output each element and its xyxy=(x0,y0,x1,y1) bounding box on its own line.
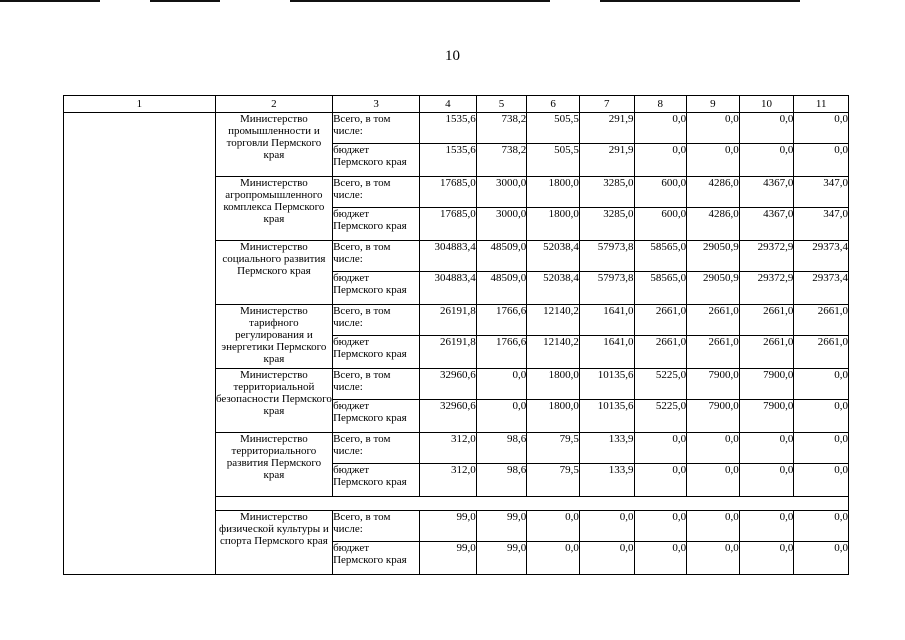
value-cell: 0,0 xyxy=(687,144,740,177)
column-header: 8 xyxy=(634,96,687,113)
value-cell: 2661,0 xyxy=(687,336,740,369)
value-cell: 0,0 xyxy=(527,511,580,542)
funding-source: Всего, в том числе: xyxy=(333,511,420,542)
value-cell: 2661,0 xyxy=(794,336,849,369)
value-cell: 1535,6 xyxy=(420,113,477,144)
column-header: 10 xyxy=(739,96,794,113)
funding-source: Всего, в том числе: xyxy=(333,241,420,272)
value-cell: 304883,4 xyxy=(420,241,477,272)
value-cell: 0,0 xyxy=(739,433,794,464)
value-cell: 2661,0 xyxy=(634,305,687,336)
funding-source: бюджет Пермского края xyxy=(333,272,420,305)
value-cell: 600,0 xyxy=(634,208,687,241)
value-cell: 98,6 xyxy=(476,433,527,464)
value-cell: 0,0 xyxy=(476,369,527,400)
scan-edge-line xyxy=(150,0,220,2)
value-cell: 1800,0 xyxy=(527,208,580,241)
value-cell: 0,0 xyxy=(739,542,794,575)
value-cell: 29372,9 xyxy=(739,241,794,272)
value-cell: 3285,0 xyxy=(579,208,634,241)
value-cell: 291,9 xyxy=(579,113,634,144)
value-cell: 0,0 xyxy=(634,542,687,575)
value-cell: 291,9 xyxy=(579,144,634,177)
funding-source: Всего, в том числе: xyxy=(333,113,420,144)
column-header: 6 xyxy=(527,96,580,113)
value-cell: 312,0 xyxy=(420,433,477,464)
value-cell: 7900,0 xyxy=(739,369,794,400)
value-cell: 1641,0 xyxy=(579,336,634,369)
value-cell: 29373,4 xyxy=(794,272,849,305)
funding-source: Всего, в том числе: xyxy=(333,305,420,336)
column-header: 5 xyxy=(476,96,527,113)
value-cell: 4286,0 xyxy=(687,177,740,208)
value-cell: 32960,6 xyxy=(420,400,477,433)
value-cell: 0,0 xyxy=(687,542,740,575)
ministry-name: Министерство промышленности и торговли Пермского края xyxy=(215,113,332,177)
value-cell: 0,0 xyxy=(794,400,849,433)
value-cell: 2661,0 xyxy=(739,336,794,369)
value-cell: 0,0 xyxy=(634,113,687,144)
value-cell: 10135,6 xyxy=(579,369,634,400)
value-cell: 52038,4 xyxy=(527,241,580,272)
value-cell: 7900,0 xyxy=(739,400,794,433)
value-cell: 7900,0 xyxy=(687,400,740,433)
value-cell: 0,0 xyxy=(687,433,740,464)
value-cell: 48509,0 xyxy=(476,272,527,305)
ministry-name: Министерство тарифного регулирования и энергетики Пермского края xyxy=(215,305,332,369)
value-cell: 12140,2 xyxy=(527,305,580,336)
ministry-name: Министерство территориальной безопасности Пермского края xyxy=(215,369,332,433)
value-cell: 2661,0 xyxy=(794,305,849,336)
value-cell: 3000,0 xyxy=(476,208,527,241)
value-cell: 0,0 xyxy=(794,433,849,464)
value-cell: 5225,0 xyxy=(634,400,687,433)
value-cell: 0,0 xyxy=(739,464,794,497)
budget-table xyxy=(63,95,849,575)
value-cell: 29050,9 xyxy=(687,272,740,305)
value-cell: 32960,6 xyxy=(420,369,477,400)
column-header: 7 xyxy=(579,96,634,113)
scan-edge-line xyxy=(600,0,800,2)
value-cell: 1641,0 xyxy=(579,305,634,336)
funding-source: бюджет Пермского края xyxy=(333,400,420,433)
value-cell: 347,0 xyxy=(794,177,849,208)
funding-source: Всего, в том числе: xyxy=(333,369,420,400)
value-cell: 5225,0 xyxy=(634,369,687,400)
value-cell: 58565,0 xyxy=(634,241,687,272)
column-1-cell xyxy=(64,113,216,575)
value-cell: 0,0 xyxy=(794,542,849,575)
value-cell: 0,0 xyxy=(739,144,794,177)
funding-source: бюджет Пермского края xyxy=(333,542,420,575)
value-cell: 738,2 xyxy=(476,113,527,144)
value-cell: 29372,9 xyxy=(739,272,794,305)
value-cell: 505,5 xyxy=(527,144,580,177)
value-cell: 58565,0 xyxy=(634,272,687,305)
ministry-name: Министерство агропромышленного комплекса Пермского края xyxy=(215,177,332,241)
value-cell: 26191,8 xyxy=(420,305,477,336)
value-cell: 505,5 xyxy=(527,113,580,144)
value-cell: 57973,8 xyxy=(579,241,634,272)
value-cell: 99,0 xyxy=(476,542,527,575)
value-cell: 57973,8 xyxy=(579,272,634,305)
value-cell: 0,0 xyxy=(634,464,687,497)
column-header: 3 xyxy=(333,96,420,113)
page-number: 10 xyxy=(445,48,460,64)
value-cell: 0,0 xyxy=(687,464,740,497)
value-cell: 79,5 xyxy=(527,433,580,464)
value-cell: 52038,4 xyxy=(527,272,580,305)
value-cell: 2661,0 xyxy=(687,305,740,336)
value-cell: 133,9 xyxy=(579,464,634,497)
value-cell: 17685,0 xyxy=(420,177,477,208)
value-cell: 1800,0 xyxy=(527,369,580,400)
value-cell: 3285,0 xyxy=(579,177,634,208)
value-cell: 10135,6 xyxy=(579,400,634,433)
funding-source: Всего, в том числе: xyxy=(333,177,420,208)
scan-edge-line xyxy=(290,0,550,2)
value-cell: 99,0 xyxy=(420,542,477,575)
value-cell: 17685,0 xyxy=(420,208,477,241)
value-cell: 4286,0 xyxy=(687,208,740,241)
value-cell: 0,0 xyxy=(476,400,527,433)
column-header: 2 xyxy=(215,96,332,113)
value-cell: 600,0 xyxy=(634,177,687,208)
value-cell: 79,5 xyxy=(527,464,580,497)
value-cell: 0,0 xyxy=(739,113,794,144)
value-cell: 0,0 xyxy=(634,144,687,177)
funding-source: бюджет Пермского края xyxy=(333,336,420,369)
value-cell: 347,0 xyxy=(794,208,849,241)
value-cell: 0,0 xyxy=(739,511,794,542)
spacer-cell xyxy=(215,497,848,511)
value-cell: 1800,0 xyxy=(527,177,580,208)
value-cell: 0,0 xyxy=(794,511,849,542)
value-cell: 0,0 xyxy=(794,464,849,497)
value-cell: 0,0 xyxy=(794,113,849,144)
value-cell: 304883,4 xyxy=(420,272,477,305)
value-cell: 99,0 xyxy=(420,511,477,542)
column-header-row xyxy=(64,96,849,113)
column-header: 4 xyxy=(420,96,477,113)
value-cell: 0,0 xyxy=(579,542,634,575)
value-cell: 1766,6 xyxy=(476,336,527,369)
column-header: 1 xyxy=(64,96,216,113)
value-cell: 0,0 xyxy=(794,144,849,177)
value-cell: 2661,0 xyxy=(739,305,794,336)
value-cell: 1766,6 xyxy=(476,305,527,336)
value-cell: 99,0 xyxy=(476,511,527,542)
value-cell: 133,9 xyxy=(579,433,634,464)
value-cell: 4367,0 xyxy=(739,177,794,208)
value-cell: 738,2 xyxy=(476,144,527,177)
column-header: 9 xyxy=(687,96,740,113)
value-cell: 7900,0 xyxy=(687,369,740,400)
value-cell: 0,0 xyxy=(687,113,740,144)
value-cell: 0,0 xyxy=(527,542,580,575)
value-cell: 4367,0 xyxy=(739,208,794,241)
value-cell: 29050,9 xyxy=(687,241,740,272)
value-cell: 2661,0 xyxy=(634,336,687,369)
funding-source: бюджет Пермского края xyxy=(333,464,420,497)
table-row xyxy=(64,113,849,144)
ministry-name: Министерство социального развития Пермского края xyxy=(215,241,332,305)
scan-edge-line xyxy=(0,0,100,2)
funding-source: бюджет Пермского края xyxy=(333,144,420,177)
value-cell: 26191,8 xyxy=(420,336,477,369)
value-cell: 0,0 xyxy=(634,511,687,542)
column-header: 11 xyxy=(794,96,849,113)
value-cell: 12140,2 xyxy=(527,336,580,369)
value-cell: 0,0 xyxy=(687,511,740,542)
value-cell: 1535,6 xyxy=(420,144,477,177)
value-cell: 1800,0 xyxy=(527,400,580,433)
value-cell: 0,0 xyxy=(634,433,687,464)
value-cell: 0,0 xyxy=(579,511,634,542)
value-cell: 98,6 xyxy=(476,464,527,497)
ministry-name: Министерство территориального развития Пермского края xyxy=(215,433,332,497)
funding-source: бюджет Пермского края xyxy=(333,208,420,241)
value-cell: 0,0 xyxy=(794,369,849,400)
funding-source: Всего, в том числе: xyxy=(333,433,420,464)
value-cell: 3000,0 xyxy=(476,177,527,208)
value-cell: 312,0 xyxy=(420,464,477,497)
ministry-name: Министерство физической культуры и спорта Пермского края xyxy=(215,511,332,575)
value-cell: 29373,4 xyxy=(794,241,849,272)
value-cell: 48509,0 xyxy=(476,241,527,272)
